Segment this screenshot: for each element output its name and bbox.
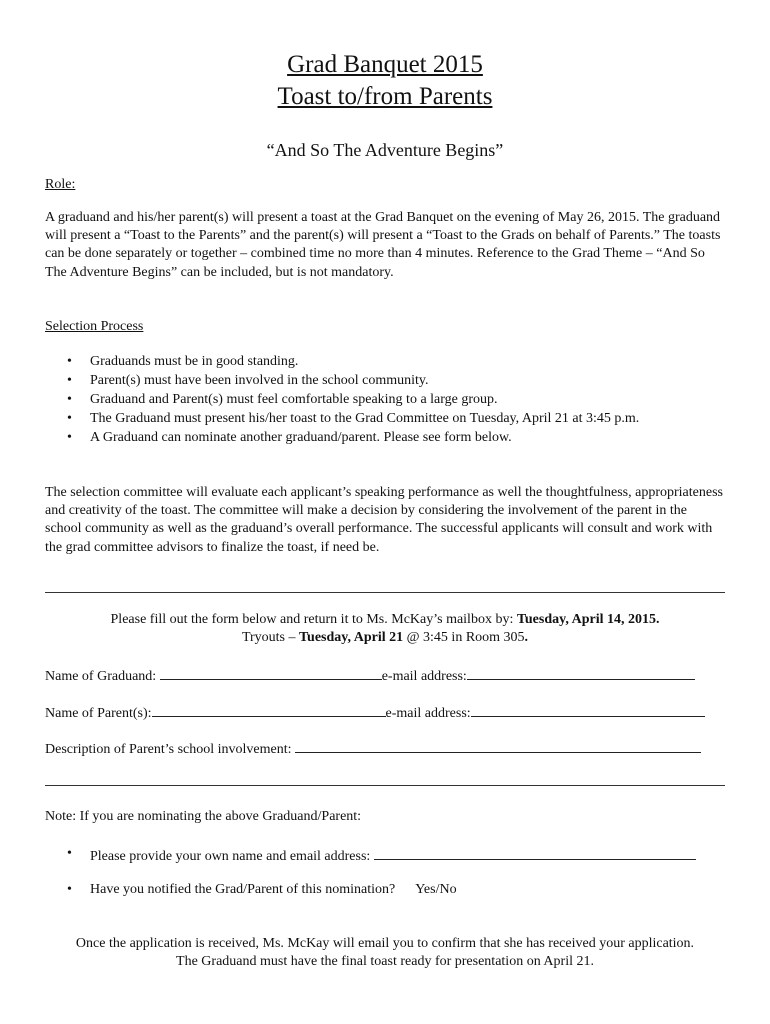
- tryouts-time-room: @ 3:45 in Room 305: [403, 630, 525, 645]
- section-divider: [45, 592, 725, 593]
- selection-heading: Selection Process: [45, 319, 144, 334]
- title-line-1: Grad Banquet 2015: [287, 51, 483, 78]
- parent-email-label: e-mail address:: [385, 706, 471, 721]
- graduand-email-field[interactable]: [467, 665, 695, 680]
- parent-row: [45, 702, 735, 723]
- footer-line-2: The Graduand must have the final toast ready for presentation on April 21.: [176, 954, 594, 969]
- tryouts-line: [0, 629, 770, 647]
- selection-criteria-list: [45, 352, 725, 447]
- tryouts-date: Tuesday, April 21: [299, 630, 404, 645]
- graduand-email-label: e-mail address:: [381, 669, 467, 684]
- list-item: • A Graduand can nominate another graduand/parent. Please see form below.: [45, 428, 725, 447]
- tryouts-label: Tryouts –: [241, 630, 299, 645]
- evaluation-paragraph: The selection committee will evaluate each applicant’s speaking performance as well the thoughtfulness, appropriateness and creativity of the toast. The committee will make a decision by considering the involvement of the parent in the school community as well as the graduand’s overall performance. The successful applicants will consult and work with the grad committee advisors to finalize the toast, if need be.: [45, 485, 723, 555]
- parent-name-field[interactable]: [152, 702, 386, 717]
- list-item: • Graduand and Parent(s) must feel comfortable speaking to a large group.: [45, 390, 725, 409]
- note-heading: Note: If you are nominating the above Graduand/Parent:: [45, 809, 362, 824]
- theme-quote: “And So The Adventure Begins”: [266, 140, 504, 160]
- return-instructions: [0, 611, 770, 629]
- bullet-icon: •: [67, 882, 72, 897]
- involvement-field-continuation[interactable]: [45, 785, 725, 786]
- title-line-2: Toast to/from Parents: [277, 83, 493, 110]
- tryouts-period: .: [524, 630, 529, 645]
- notified-question: Have you notified the Grad/Parent of this nomination?: [90, 882, 396, 897]
- own-name-email-field[interactable]: [374, 845, 696, 860]
- list-item: • Graduands must be in good standing.: [45, 352, 725, 371]
- yes-no-options[interactable]: Yes/No: [415, 882, 457, 897]
- involvement-row: [45, 738, 735, 759]
- own-name-label: Please provide your own name and email address:: [90, 849, 374, 864]
- bullet-icon: •: [67, 846, 72, 861]
- parent-email-field[interactable]: [471, 702, 705, 717]
- role-paragraph: A graduand and his/her parent(s) will present a toast at the Grad Banquet on the evening of May 26, 2015. The graduand will present a “Toast to the Parents” and the parent(s) will present a “Toast to the Grads on behalf of Parents.” The toasts can be done separately or together – combined time no more than 4 minutes. Reference to the Grad Theme – “And So The Adventure Begins” can be included, but is not mandatory.: [45, 210, 721, 280]
- return-instructions-text: Please fill out the form below and return it to Ms. McKay’s mailbox by:: [110, 612, 517, 627]
- role-heading: Role:: [45, 177, 76, 192]
- graduand-row: [45, 665, 735, 686]
- return-deadline: Tuesday, April 14, 2015.: [516, 612, 660, 627]
- list-item: • The Graduand must present his/her toast to the Grad Committee on Tuesday, April 21 at 3:45 p.m.: [45, 409, 725, 428]
- footer-line-1: Once the application is received, Ms. McKay will email you to confirm that she has received your application.: [75, 936, 695, 951]
- list-item: • Parent(s) must have been involved in the school community.: [45, 371, 725, 390]
- involvement-label: Description of Parent’s school involvement:: [45, 742, 296, 757]
- involvement-field[interactable]: [295, 738, 701, 753]
- graduand-name-label: Name of Graduand:: [45, 669, 160, 684]
- parent-name-label: Name of Parent(s):: [45, 706, 152, 721]
- graduand-name-field[interactable]: [160, 665, 382, 680]
